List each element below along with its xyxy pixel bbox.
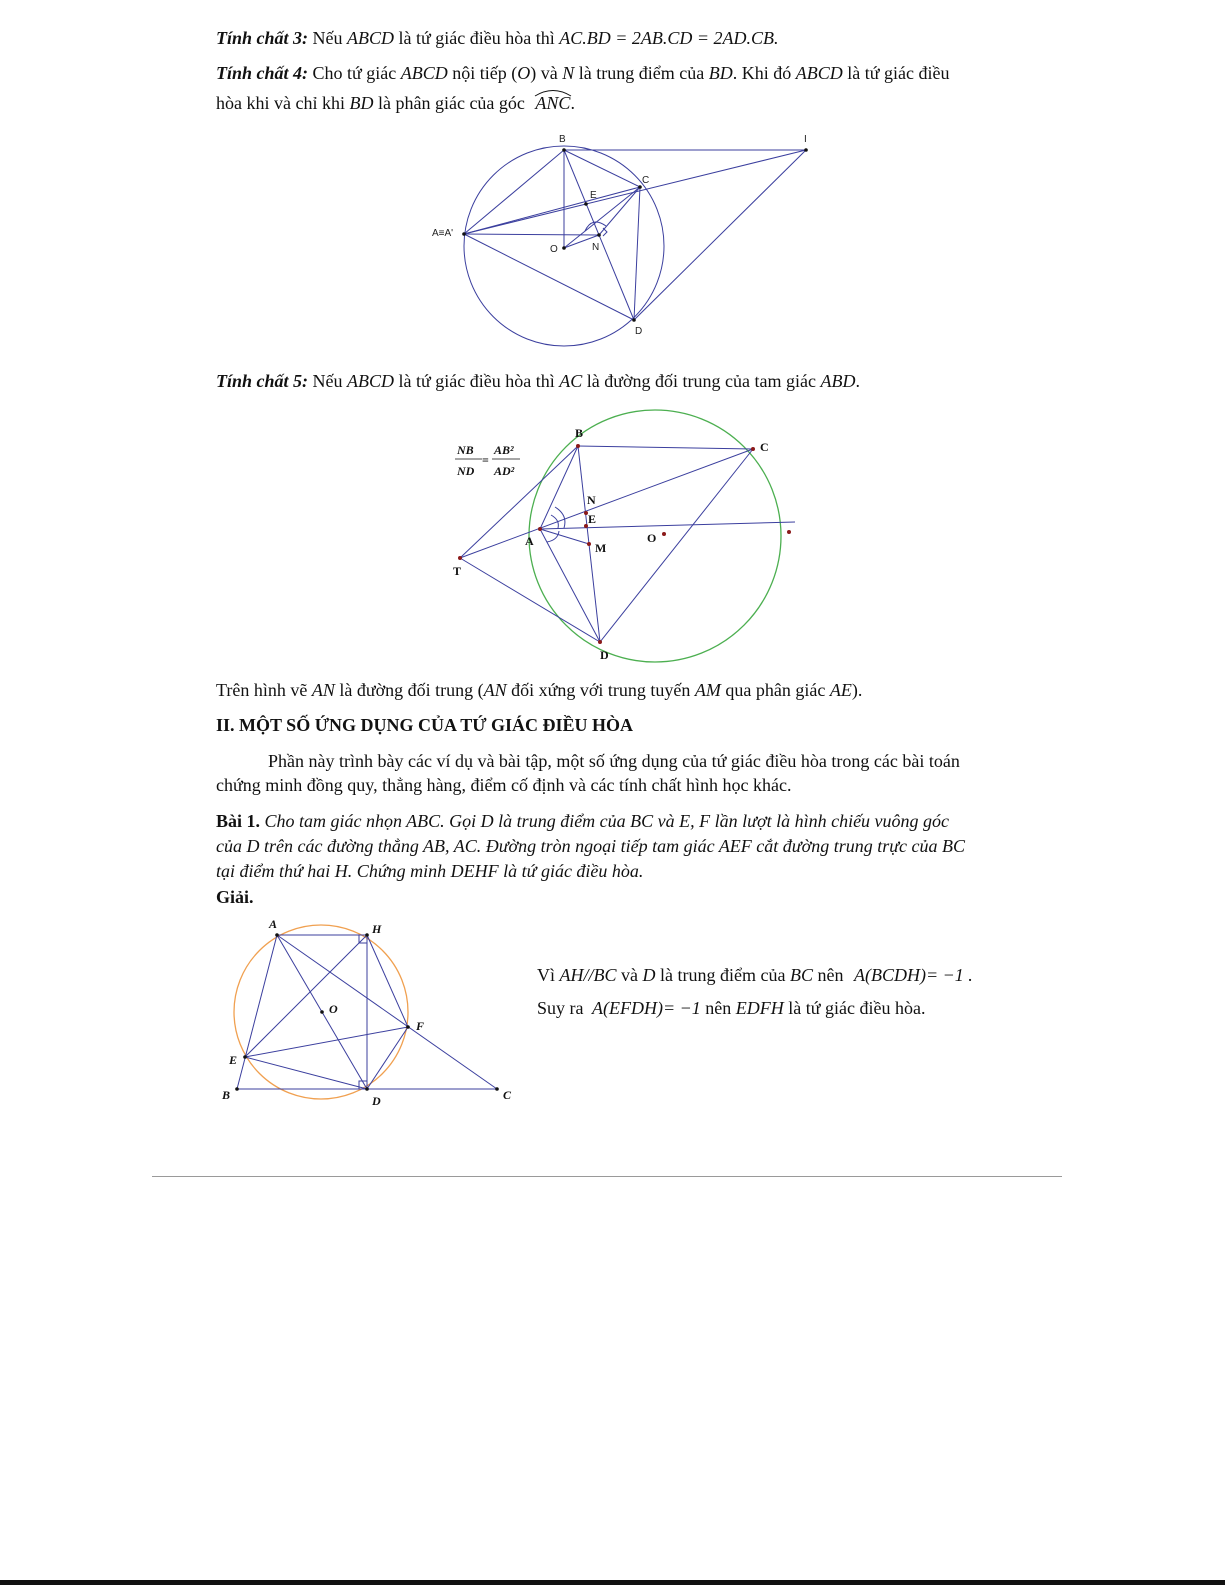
text: là tứ giác điều hòa thì (394, 371, 560, 391)
label-T: T (453, 564, 462, 578)
label-O: O (647, 531, 657, 545)
text: đối xứng với trung tuyến (506, 680, 695, 700)
segment-BC (578, 446, 753, 449)
point-D (632, 318, 636, 322)
property-3-label: Tính chất 3: (216, 28, 309, 48)
segment-DF (367, 1027, 408, 1089)
property-3-line (216, 26, 779, 50)
label-D: D (600, 648, 609, 662)
segment-EH (245, 935, 367, 1057)
cross-ratio: A(EFDH)= −1 (592, 998, 701, 1018)
math: N (562, 63, 575, 83)
label-N: N (587, 493, 596, 507)
point-X (787, 530, 791, 534)
text: hòa khi và chỉ khi (216, 93, 350, 113)
text: là tứ giác điều hòa. (783, 998, 926, 1018)
label-N: N (592, 242, 600, 253)
point-O (320, 1010, 324, 1014)
section-2-intro-line-2: chứng minh đồng quy, thẳng hàng, điểm cố định và các tính chất hình học khác. (216, 775, 792, 795)
label-C: C (760, 440, 769, 454)
text: . Khi đó (732, 63, 796, 83)
angle-arc (533, 87, 575, 97)
point-B (576, 444, 580, 448)
text: ) và (530, 63, 563, 83)
exercise-1-label: Bài 1. (216, 811, 261, 831)
property-4-line-1 (216, 61, 949, 85)
angle-arc-2 (551, 515, 558, 528)
text: nên (812, 965, 848, 985)
math: ABCD (400, 63, 448, 83)
right-angle-mark (603, 228, 607, 236)
text: là đường đối trung ( (334, 680, 484, 700)
text: là tứ giác điều (842, 63, 950, 83)
angle-arc-1 (555, 507, 565, 528)
point-A (275, 933, 279, 937)
text: là tứ giác điều hòa thì (394, 28, 560, 48)
label-O: O (550, 244, 558, 255)
frac1-num: NB (457, 443, 474, 457)
point-M (587, 542, 591, 546)
segment-BC (564, 150, 640, 187)
math: ABCD (795, 63, 843, 83)
point-N (597, 233, 601, 237)
math: BD (349, 93, 374, 113)
section-2-heading: II. MỘT SỐ ỨNG DỤNG CỦA TỨ GIÁC ĐIỀU HÒA (216, 715, 634, 735)
segment-AI (464, 150, 806, 234)
text: Trên hình vẽ (216, 680, 312, 700)
text: . (855, 371, 860, 391)
property-4-label: Tính chất 4: (216, 63, 309, 83)
text: là trung điểm của (655, 965, 790, 985)
math: BC (789, 965, 813, 985)
cross-ratio: A(BCDH)= −1 . (853, 965, 973, 985)
text: Cho tam giác nhọn ABC. Gọi D là trung điểm của BC và E, F lần lượt là hình chiếu vuông góc (260, 811, 950, 831)
math: ABCD (347, 371, 395, 391)
math: ABCD (347, 28, 395, 48)
segment-TD (460, 558, 600, 642)
point-O (662, 532, 666, 536)
point-A (462, 232, 466, 236)
eq-sign: = (482, 453, 489, 467)
page-bottom-border (0, 1580, 1225, 1585)
label-B: B (222, 1088, 231, 1102)
symmedian-note (216, 678, 862, 702)
text: ). (851, 680, 863, 700)
segment-DE (245, 1057, 367, 1089)
point-C (751, 447, 755, 451)
label-E: E (590, 190, 597, 201)
property-5-line (216, 369, 860, 393)
label-E: E (588, 512, 597, 526)
point-E (584, 202, 588, 206)
ratio-formula (455, 443, 520, 478)
point-B (235, 1087, 239, 1091)
exercise-1-line-2: của D trên các đường thẳng AB, AC. Đường tròn ngoại tiếp tam giác AEF cắt đường trung trực của BC (216, 836, 966, 856)
label-B: B (575, 426, 584, 440)
point-T (458, 556, 462, 560)
segment-AE-extended (540, 522, 795, 529)
point-H (365, 933, 369, 937)
label-M: M (595, 541, 607, 555)
frac2-num: AB² (494, 443, 514, 457)
segment-EF (245, 1027, 408, 1057)
angle-anc (535, 91, 570, 115)
point-F (406, 1025, 410, 1029)
point-O (562, 246, 566, 250)
point-D (365, 1087, 369, 1091)
segment-CD (634, 187, 640, 320)
point-D (598, 640, 602, 644)
text: là phân giác của góc (373, 93, 530, 113)
point-E (243, 1055, 247, 1059)
label-I: I (804, 134, 807, 145)
math: AH//BC (559, 965, 617, 985)
label-O: O (329, 1002, 338, 1016)
angle-text: ANC (535, 93, 571, 113)
label-H: H (372, 922, 382, 936)
math: AN (311, 680, 335, 700)
math: AC (559, 371, 583, 391)
text: Cho tứ giác (308, 63, 401, 83)
solution-line-2 (537, 996, 925, 1020)
segment-AD (464, 234, 634, 320)
segment-DI (634, 150, 806, 320)
math: O (517, 63, 531, 83)
math: AE (829, 680, 852, 700)
figure-property-5 (440, 400, 810, 670)
exercise-1-line-3: tại điểm thứ hai H. Chứng minh DEHF là tứ giác điều hòa. (216, 861, 644, 881)
math: D (642, 965, 656, 985)
text: nên (700, 998, 736, 1018)
segment-OC (564, 187, 640, 248)
text: Nếu (308, 28, 348, 48)
segment-AD (540, 529, 600, 642)
text: . (570, 93, 575, 113)
math: AC.BD = 2AB.CD = 2AD.CB. (559, 28, 779, 48)
figure-property-4 (420, 130, 820, 360)
point-I (804, 148, 808, 152)
frac2-den: AD² (494, 464, 515, 478)
segment-AN (464, 234, 599, 235)
text: nội tiếp ( (447, 63, 518, 83)
text: là đường đối trung của tam giác (582, 371, 821, 391)
section-2-intro-line-1: Phần này trình bày các ví dụ và bài tập, một số ứng dụng của tứ giác điều hòa trong các bài toán (268, 751, 960, 771)
segment-AB (237, 935, 277, 1089)
point-C (495, 1087, 499, 1091)
text: Vì (537, 965, 560, 985)
text: Suy ra (537, 998, 588, 1018)
segment-TB (460, 446, 578, 558)
point-A (538, 527, 542, 531)
segment-CN (599, 187, 640, 235)
text: qua phân giác (720, 680, 830, 700)
label-C: C (642, 175, 650, 186)
property-5-label: Tính chất 5: (216, 371, 309, 391)
label-D: D (635, 326, 643, 337)
text: và (616, 965, 643, 985)
math: BD (708, 63, 733, 83)
label-A: A≡A' (432, 228, 454, 239)
label-D: D (372, 1094, 381, 1108)
math: AM (694, 680, 721, 700)
solution-line-1 (537, 963, 973, 987)
property-4-line-2 (216, 91, 575, 115)
label-C: C (503, 1088, 512, 1102)
segment-AC (277, 935, 497, 1089)
point-B (562, 148, 566, 152)
label-F: F (416, 1019, 425, 1033)
label-A: A (269, 917, 278, 931)
text: là trung điểm của (574, 63, 709, 83)
math: ABD (820, 371, 856, 391)
label-B: B (559, 134, 566, 145)
frac1-den: ND (457, 464, 475, 478)
math: EDFH (735, 998, 784, 1018)
figure-exercise-1 (215, 915, 525, 1110)
label-E: E (229, 1053, 238, 1067)
math: AN (483, 680, 507, 700)
footer-divider (152, 1176, 1062, 1177)
exercise-1-line-1 (216, 809, 949, 833)
label-A: A (525, 534, 534, 548)
segment-AC (464, 187, 640, 234)
solution-label: Giải. (216, 887, 254, 907)
text: Nếu (308, 371, 348, 391)
